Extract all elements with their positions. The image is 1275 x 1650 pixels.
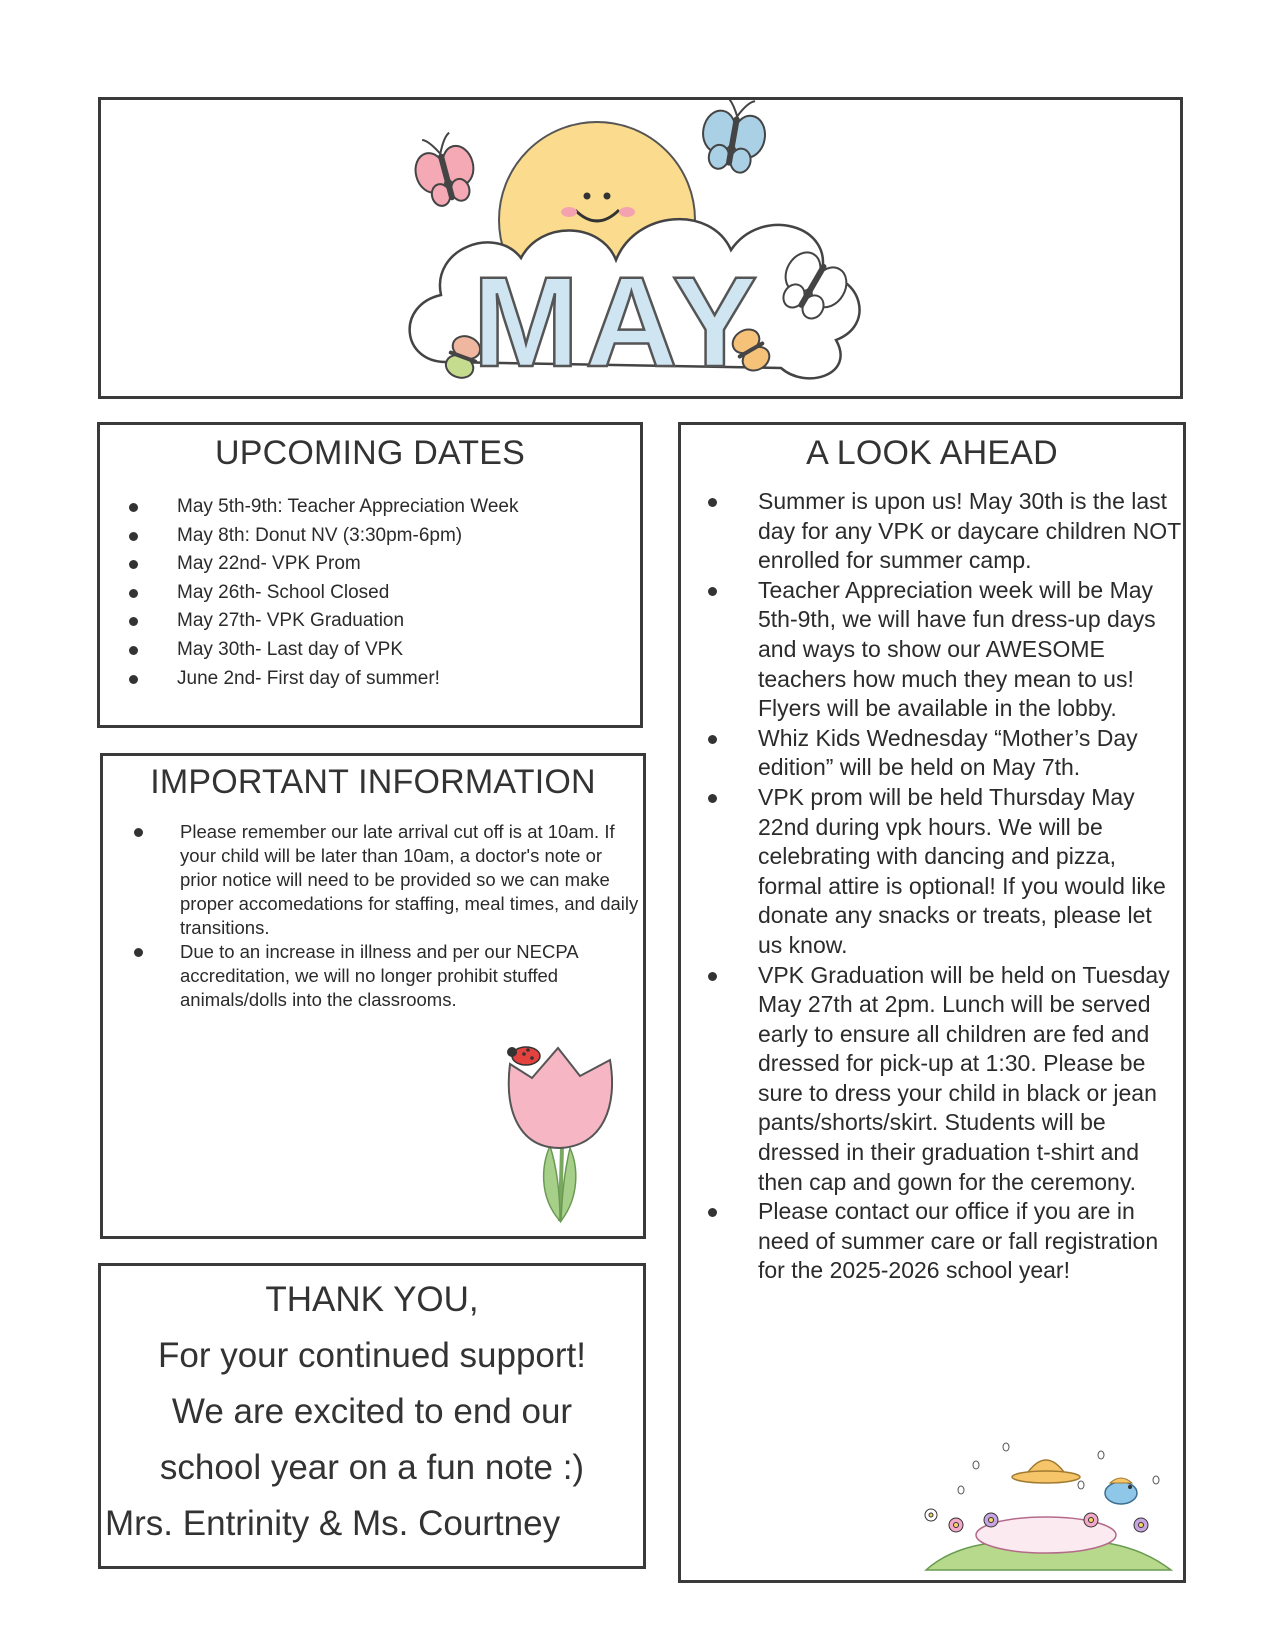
list-item: May 26th- School Closed [177, 579, 640, 608]
banner-title: MAY [472, 251, 764, 394]
list-item: Please contact our office if you are in need of summer care or fall registration for the 2025-2026 school year! [758, 1197, 1181, 1286]
list-item: VPK prom will be held Thursday May 22nd during vpk hours. We will be celebrating with dancing and pizza, formal attire is optional! If you would like donate any snacks or treats, please let us know. [758, 783, 1181, 961]
tulip-icon [498, 1036, 628, 1226]
list-item: Summer is upon us! May 30th is the last day for any VPK or daycare children NOT enrolled for summer camp. [758, 487, 1181, 576]
look-ahead-title: A LOOK AHEAD [806, 434, 1058, 472]
list-item: Due to an increase in illness and per our NECPA accreditation, we will no longer prohibit stuffed animals/dolls into the classrooms. [180, 940, 639, 1012]
list-item: May 8th: Donut NV (3:30pm-6pm) [177, 522, 640, 551]
thank-you-heading: THANK YOU, [265, 1280, 479, 1319]
thank-you-line: school year on a fun note :) [159, 1448, 585, 1487]
upcoming-dates-list [100, 493, 640, 693]
banner [98, 97, 1183, 399]
list-item: Teacher Appreciation week will be May 5th-9th, we will have fun dress-up days and ways to show our AWESOME teachers how much they mean to us! Flyers will be available in the lobby. [758, 576, 1181, 724]
important-information-title: IMPORTANT INFORMATION [150, 763, 596, 801]
list-item: Whiz Kids Wednesday “Mother’s Day edition” will be held on May 7th. [758, 724, 1181, 783]
list-item: May 22nd- VPK Prom [177, 550, 640, 579]
signature: Mrs. Entrinity & Ms. Courtney [105, 1504, 561, 1543]
thank-you-section [98, 1263, 646, 1569]
upcoming-dates-title: UPCOMING DATES [214, 434, 526, 472]
list-item: June 2nd- First day of summer! [177, 665, 640, 694]
flower-garden-icon [916, 1425, 1176, 1575]
thank-you-line: We are excited to end our [171, 1392, 573, 1431]
list-item: May 27th- VPK Graduation [177, 607, 640, 636]
important-information-list [103, 820, 643, 1012]
bird-icon [1105, 1478, 1137, 1504]
list-item: May 5th-9th: Teacher Appreciation Week [177, 493, 640, 522]
list-item: VPK Graduation will be held on Tuesday May 27th at 2pm. Lunch will be served early to ensure all children are fed and dressed for pick-up at 1:30. Please be sure to dress your child in black or jean pants/shorts/skirt. Students will be dressed in their graduation t-shirt and then cap and gown for the ceremony. [758, 961, 1181, 1198]
look-ahead-section [678, 422, 1186, 1583]
important-information-section [100, 753, 646, 1239]
ladybug-icon [507, 1047, 540, 1065]
upcoming-dates-section [97, 422, 643, 728]
look-ahead-list [681, 487, 1183, 1286]
banner-illustration [101, 100, 1180, 396]
thank-you-line: For your continued support! [157, 1336, 586, 1375]
list-item: May 30th- Last day of VPK [177, 636, 640, 665]
list-item: Please remember our late arrival cut off is at 10am. If your child will be later than 10am, a doctor's note or prior notice will need to be provided so we can make proper accomedations for staffing, meal times, and daily transitions. [180, 821, 639, 938]
